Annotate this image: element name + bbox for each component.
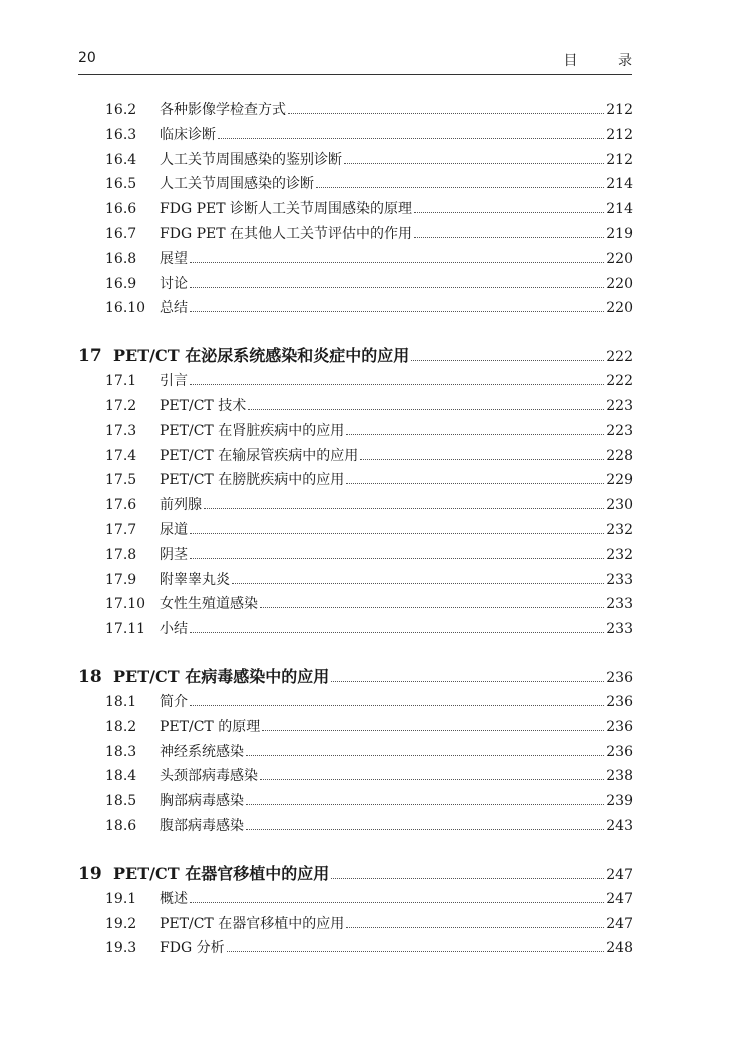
section-number: 16.6 [105,201,137,218]
chapter-title: PET/CT 在泌尿系统感染和炎症中的应用 [113,346,410,366]
table-of-contents [78,98,633,983]
dot-leader [204,508,604,509]
section-number: 17.4 [105,447,137,464]
section-title: PET/CT 的原理 [160,718,261,735]
dot-leader [260,607,604,608]
section-title: 总结 [160,300,188,317]
dot-leader [248,409,604,410]
chapter-heading [78,861,633,887]
section-title: 神经系统感染 [160,743,244,760]
toc-entry [78,568,633,593]
section-page-number: 212 [606,102,633,118]
section-number: 17.10 [105,596,146,613]
section-title: 人工关节周围感染的鉴别诊断 [160,151,342,168]
toc-entry [78,887,633,912]
section-page-number: 233 [606,571,633,588]
section-page-number: 212 [606,151,633,168]
section-title: 小结 [160,621,188,638]
section-page-number: 236 [606,718,633,735]
section-page-number: 230 [606,497,633,514]
dot-leader [411,360,604,361]
toc-entry [78,172,633,197]
section-number: 17.7 [105,521,137,538]
chapter-page-number: 247 [606,866,633,883]
section-number: 18.4 [105,768,137,785]
toc-entry [78,197,633,222]
section-title: 各种影像学检查方式 [160,102,286,118]
chapter-title: PET/CT 在器官移植中的应用 [113,863,330,883]
dot-leader [190,533,604,534]
section-page-number: 236 [606,693,633,710]
section-number: 16.7 [105,225,137,242]
section-title: PET/CT 在膀胱疾病中的应用 [160,472,345,489]
section-number: 17.3 [105,422,137,439]
section-number: 18.1 [105,693,137,710]
section-page-number: 214 [606,201,633,218]
section-number: 17.9 [105,571,137,588]
toc-entry [78,789,633,814]
section-title: 人工关节周围感染的诊断 [160,176,314,193]
section-number: 18.2 [105,718,137,735]
dot-leader [262,730,604,731]
chapter-heading [78,664,633,690]
chapter-block [78,861,633,961]
dot-leader [227,951,605,952]
section-page-number: 214 [606,176,633,193]
toc-entry [78,493,633,518]
toc-entry [78,123,633,148]
section-number: 16.3 [105,126,137,143]
dot-leader [246,755,604,756]
section-page-number: 248 [606,940,633,957]
toc-entry [78,543,633,568]
section-number: 19.2 [105,915,137,932]
dot-leader [232,583,604,584]
dot-leader [346,483,604,484]
toc-entry [78,936,633,961]
toc-entry [78,419,633,444]
toc-entry [78,912,633,937]
section-number: 17.11 [105,621,146,638]
toc-entry [78,222,633,247]
section-page-number: 232 [606,521,633,538]
section-number: 17.6 [105,497,137,514]
section-title: 讨论 [160,275,188,292]
section-title: 附睾睾丸炎 [160,571,230,588]
section-title: 概述 [160,890,188,907]
section-title: 前列腺 [160,497,202,514]
dot-leader [331,681,604,682]
section-number: 16.9 [105,275,137,292]
chapter-page-number: 236 [606,669,633,686]
toc-entry [78,444,633,469]
section-number: 16.10 [105,300,146,317]
section-title: 胸部病毒感染 [160,793,244,810]
dot-leader [190,705,604,706]
section-page-number: 233 [606,596,633,613]
toc-entry [78,617,633,642]
toc-entry [78,296,633,321]
section-title: 展望 [160,250,188,267]
toc-entry [78,764,633,789]
section-page-number: 229 [606,472,633,489]
section-page-number: 212 [606,126,633,143]
section-page-number: 223 [606,422,633,439]
dot-leader [316,187,604,188]
toc-entry [78,394,633,419]
section-number: 18.6 [105,817,137,834]
section-number: 18.5 [105,793,137,810]
header-title: 目 录 [563,53,650,69]
section-number: 16.8 [105,250,137,267]
section-title: 尿道 [160,521,188,538]
page-number: 20 [78,50,96,66]
section-title: PET/CT 在器官移植中的应用 [160,915,345,932]
dot-leader [331,878,604,879]
dot-leader [218,138,604,139]
dot-leader [190,262,604,263]
chapter-number: 17 [78,346,102,367]
toc-entry [78,592,633,617]
section-page-number: 220 [606,275,633,292]
chapter-page-number: 222 [606,349,633,366]
section-page-number: 222 [606,373,633,390]
section-title: 腹部病毒感染 [160,817,244,834]
section-number: 16.4 [105,151,137,168]
section-page-number: 238 [606,768,633,785]
dot-leader [190,902,604,903]
section-title: PET/CT 技术 [160,397,247,414]
toc-entry [78,518,633,543]
section-number: 19.1 [105,890,137,907]
section-title: FDG PET 诊断人工关节周围感染的原理 [160,201,412,218]
dot-leader [190,311,604,312]
dot-leader [288,113,604,114]
dot-leader [360,459,604,460]
toc-entry [78,247,633,272]
dot-leader [246,804,604,805]
running-header [78,48,650,75]
section-page-number: 247 [606,890,633,907]
dot-leader [190,384,604,385]
section-number: 17.8 [105,546,137,563]
section-number: 16.2 [105,102,137,118]
dot-leader [346,927,604,928]
section-title: 头颈部病毒感染 [160,768,258,785]
toc-entry [78,814,633,839]
chapter-block [78,664,633,839]
section-page-number: 223 [606,397,633,414]
section-page-number: 219 [606,225,633,242]
toc-entry [78,98,633,123]
dot-leader [260,779,604,780]
dot-leader [344,163,604,164]
section-title: FDG PET 在其他人工关节评估中的作用 [160,225,412,242]
section-page-number: 247 [606,915,633,932]
section-page-number: 220 [606,300,633,317]
section-title: 简介 [160,693,188,710]
section-page-number: 243 [606,817,633,834]
section-title: 临床诊断 [160,126,216,143]
chapter-number: 18 [78,666,102,687]
toc-entry [78,272,633,297]
section-title: 女性生殖道感染 [160,596,258,613]
toc-entry [78,468,633,493]
section-page-number: 232 [606,546,633,563]
toc-entry [78,148,633,173]
toc-entry [78,740,633,765]
section-title: 阴茎 [160,546,188,563]
dot-leader [346,434,604,435]
section-number: 19.3 [105,940,137,957]
chapter-heading [78,343,633,369]
section-number: 17.2 [105,397,137,414]
dot-leader [246,829,604,830]
toc-entry [78,369,633,394]
section-title: 引言 [160,373,188,390]
dot-leader [190,287,604,288]
section-number: 18.3 [105,743,137,760]
toc-entry [78,690,633,715]
section-page-number: 228 [606,447,633,464]
section-number: 16.5 [105,176,137,193]
dot-leader [414,237,604,238]
section-page-number: 239 [606,793,633,810]
chapter-number: 19 [78,863,102,884]
section-number: 17.5 [105,472,137,489]
section-page-number: 233 [606,621,633,638]
dot-leader [190,632,604,633]
section-number: 17.1 [105,373,137,390]
section-title: PET/CT 在输尿管疾病中的应用 [160,447,359,464]
section-title: FDG 分析 [160,940,225,957]
dot-leader [190,558,604,559]
chapter-block [78,98,633,321]
chapter-title: PET/CT 在病毒感染中的应用 [113,666,330,686]
toc-entry [78,715,633,740]
section-page-number: 220 [606,250,633,267]
section-page-number: 236 [606,743,633,760]
chapter-block [78,343,633,642]
dot-leader [414,212,604,213]
section-title: PET/CT 在肾脏疾病中的应用 [160,422,345,439]
